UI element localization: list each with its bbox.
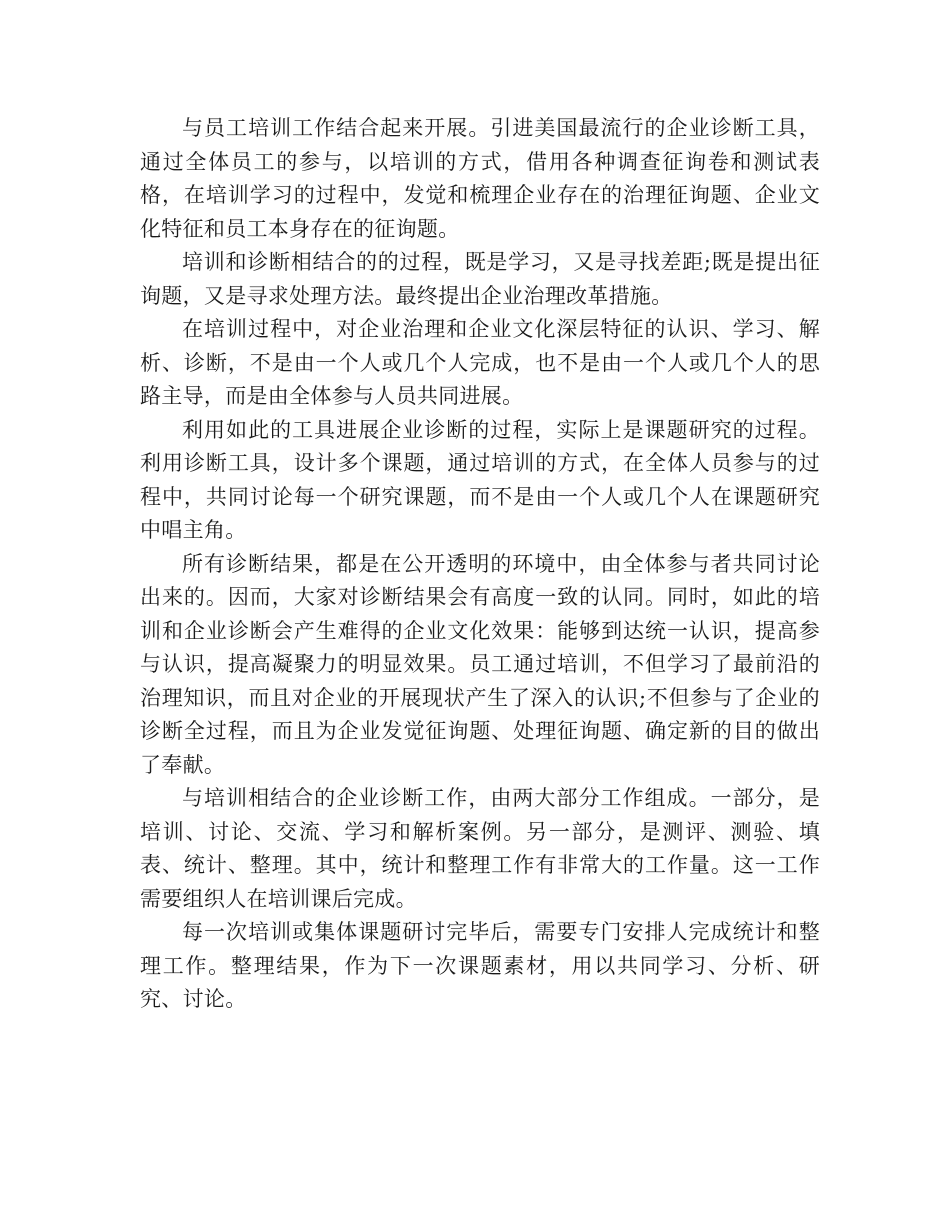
paragraph: 所有诊断结果，都是在公开透明的环境中，由全体参与者共同讨论出来的。因而，大家对诊断结果会有高度一致的认同。同时，如此的培训和企业诊断会产生难得的企业文化效果：能够到达统一认识，提高参与认识，提高凝聚力的明显效果。员工通过培训，不但学习了最前沿的治理知识，而且对企业的开展现状产生了深入的认识;不但参与了企业的诊断全过程，而且为企业发觉征询题、处理征询题、确定新的目的做出了奉献。 (140, 551, 820, 777)
paragraph: 与培训相结合的企业诊断工作，由两大部分工作组成。一部分，是培训、讨论、交流、学习和解析案例。另一部分，是测评、测验、填表、统计、整理。其中，统计和整理工作有非常大的工作量。这一工作需要组织人在培训课后完成。 (140, 786, 820, 911)
paragraph: 与员工培训工作结合起来开展。引进美国最流行的企业诊断工具，通过全体员工的参与，以培训的方式，借用各种调查征询卷和测试表格，在培训学习的过程中，发觉和梳理企业存在的治理征询题、企业文化特征和员工本身存在的征询题。 (140, 116, 820, 241)
paragraph: 培训和诊断相结合的的过程，既是学习，又是寻找差距;既是提出征询题，又是寻求处理方法。最终提出企业治理改革措施。 (140, 250, 820, 308)
paragraph: 在培训过程中，对企业治理和企业文化深层特征的认识、学习、解析、诊断，不是由一个人或几个人完成，也不是由一个人或几个人的思路主导，而是由全体参与人员共同进展。 (140, 317, 820, 408)
document-body (140, 112, 820, 1017)
paragraph: 每一次培训或集体课题研讨完毕后，需要专门安排人完成统计和整理工作。整理结果，作为下一次课题素材，用以共同学习、分析、研究、讨论。 (140, 920, 820, 1011)
paragraph: 利用如此的工具进展企业诊断的过程，实际上是课题研究的过程。利用诊断工具，设计多个课题，通过培训的方式，在全体人员参与的过程中，共同讨论每一个研究课题，而不是由一个人或几个人在课题研究中唱主角。 (140, 417, 820, 542)
